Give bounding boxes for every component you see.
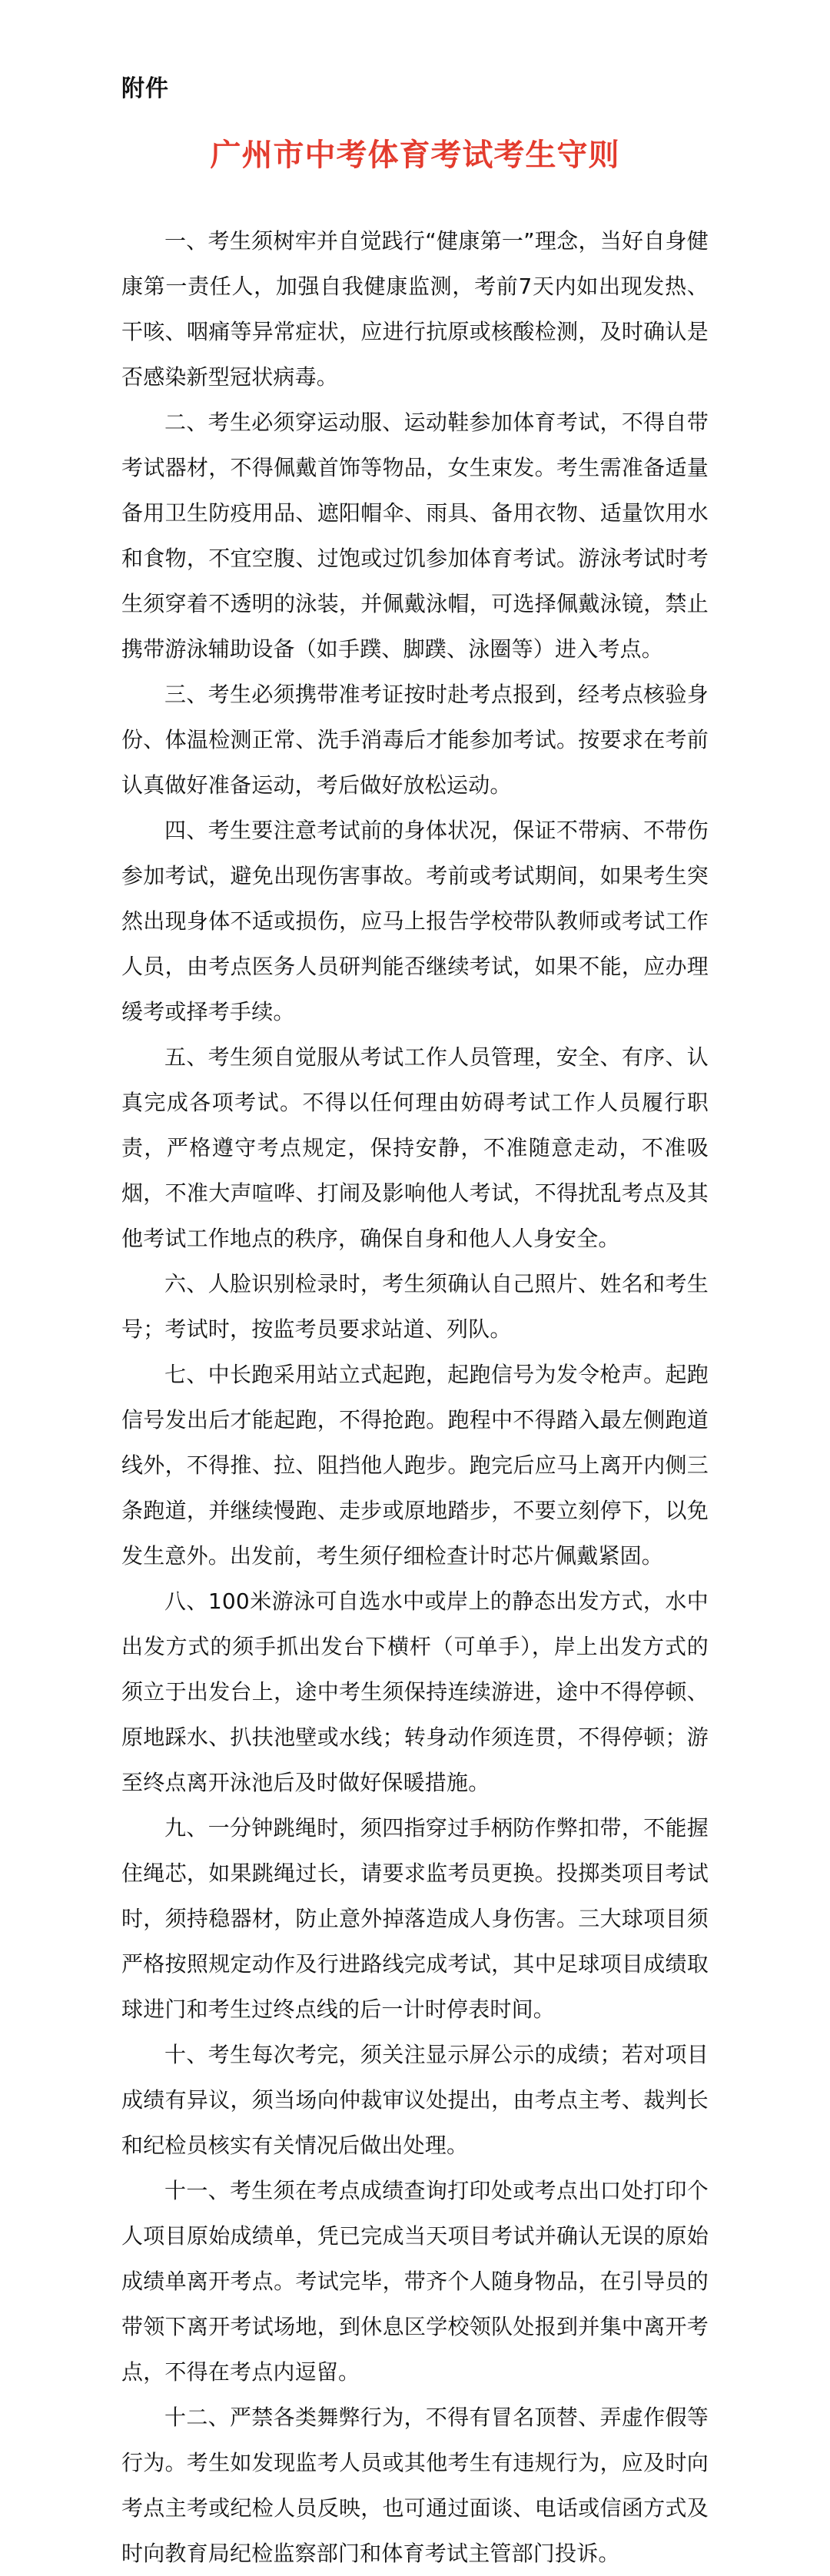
rule-paragraph-2: 二、考生必须穿运动服、运动鞋参加体育考试，不得自带考试器材，不得佩戴首饰等物品，女生束发。考生需准备适量备用卫生防疫用品、遮阳帽伞、雨具、备用衣物、适量饮用水和食物，不宜空腹、过饱或过饥参加体育考试。游泳考试时考生须穿着不透明的泳装，并佩戴泳帽，可选择佩戴泳镜，禁止携带游泳辅助设备（如手蹼、脚蹼、泳圈等）进入考点。 (121, 410, 709, 662)
rule-paragraph-9: 九、一分钟跳绳时，须四指穿过手柄防作弊扣带，不能握住绳芯，如果跳绳过长，请要求监考员更换。投掷类项目考试时，须持稳器材，防止意外掉落造成人身伤害。三大球项目须严格按照规定动作及行进路线完成考试，其中足球项目成绩取球进门和考生过终点线的后一计时停表时间。 (121, 1815, 709, 2022)
rule-paragraph-6: 六、人脸识别检录时，考生须确认自己照片、姓名和考生号；考试时，按监考员要求站道、列队。 (121, 1271, 709, 1342)
document-title: 广州市中考体育考试考生守则 (210, 138, 620, 173)
rule-paragraph-1: 一、考生须树牢并自觉践行“健康第一”理念，当好自身健康第一责任人，加强自我健康监测，考前7天内如出现发热、干咳、咽痛等异常症状，应进行抗原或核酸检测，及时确认是否感染新型冠状病毒。 (121, 228, 709, 390)
rules-body (121, 218, 709, 2576)
rule-paragraph-4: 四、考生要注意考试前的身体状况，保证不带病、不带伤参加考试，避免出现伤害事故。考前或考试期间，如果考生突然出现身体不适或损伤，应马上报告学校带队教师或考试工作人员，由考点医务人员研判能否继续考试，如果不能，应办理缓考或择考手续。 (121, 818, 709, 1024)
rule-paragraph-5: 五、考生须自觉服从考试工作人员管理，安全、有序、认真完成各项考试。不得以任何理由妨碍考试工作人员履行职责，严格遵守考点规定，保持安静，不准随意走动，不准吸烟，不准大声喧哗、打闹及影响他人考试，不得扰乱考点及其他考试工作地点的秩序，确保自身和他人人身安全。 (121, 1044, 709, 1251)
rule-paragraph-10: 十、考生每次考完，须关注显示屏公示的成绩；若对项目成绩有异议，须当场向仲裁审议处提出，由考点主考、裁判长和纪检员核实有关情况后做出处理。 (121, 2042, 709, 2158)
rule-paragraph-8: 八、100米游泳可自选水中或岸上的静态出发方式，水中出发方式的须手抓出发台下横杆（可单手），岸上出发方式的须立于出发台上，途中考生须保持连续游进，途中不得停顿、原地踩水、扒扶池壁或水线；转身动作须连贯，不得停顿；游至终点离开泳池后及时做好保暖措施。 (121, 1588, 709, 1795)
rule-paragraph-11: 十一、考生须在考点成绩查询打印处或考点出口处打印个人项目原始成绩单，凭已完成当天项目考试并确认无误的原始成绩单离开考点。考试完毕，带齐个人随身物品，在引导员的带领下离开考试场地，到休息区学校领队处报到并集中离开考点，不得在考点内逗留。 (121, 2178, 709, 2385)
rule-paragraph-7: 七、中长跑采用站立式起跑，起跑信号为发令枪声。起跑信号发出后才能起跑，不得抢跑。跑程中不得踏入最左侧跑道线外，不得推、拉、阻挡他人跑步。跑完后应马上离开内侧三条跑道，并继续慢跑、走步或原地踏步，不要立刻停下，以免发生意外。出发前，考生须仔细检查计时芯片佩戴紧固。 (121, 1362, 709, 1569)
rule-paragraph-3: 三、考生必须携带准考证按时赴考点报到，经考点核验身份、体温检测正常、洗手消毒后才能参加考试。按要求在考前认真做好准备运动，考后做好放松运动。 (121, 682, 709, 798)
rule-paragraph-12: 十二、严禁各类舞弊行为，不得有冒名顶替、弄虚作假等行为。考生如发现监考人员或其他考生有违规行为，应及时向考点主考或纪检人员反映，也可通过面谈、电话或信函方式及时向教育局纪检监察部门和体育考试主管部门投诉。 (121, 2405, 709, 2566)
attachment-label: 附件 (121, 75, 169, 102)
